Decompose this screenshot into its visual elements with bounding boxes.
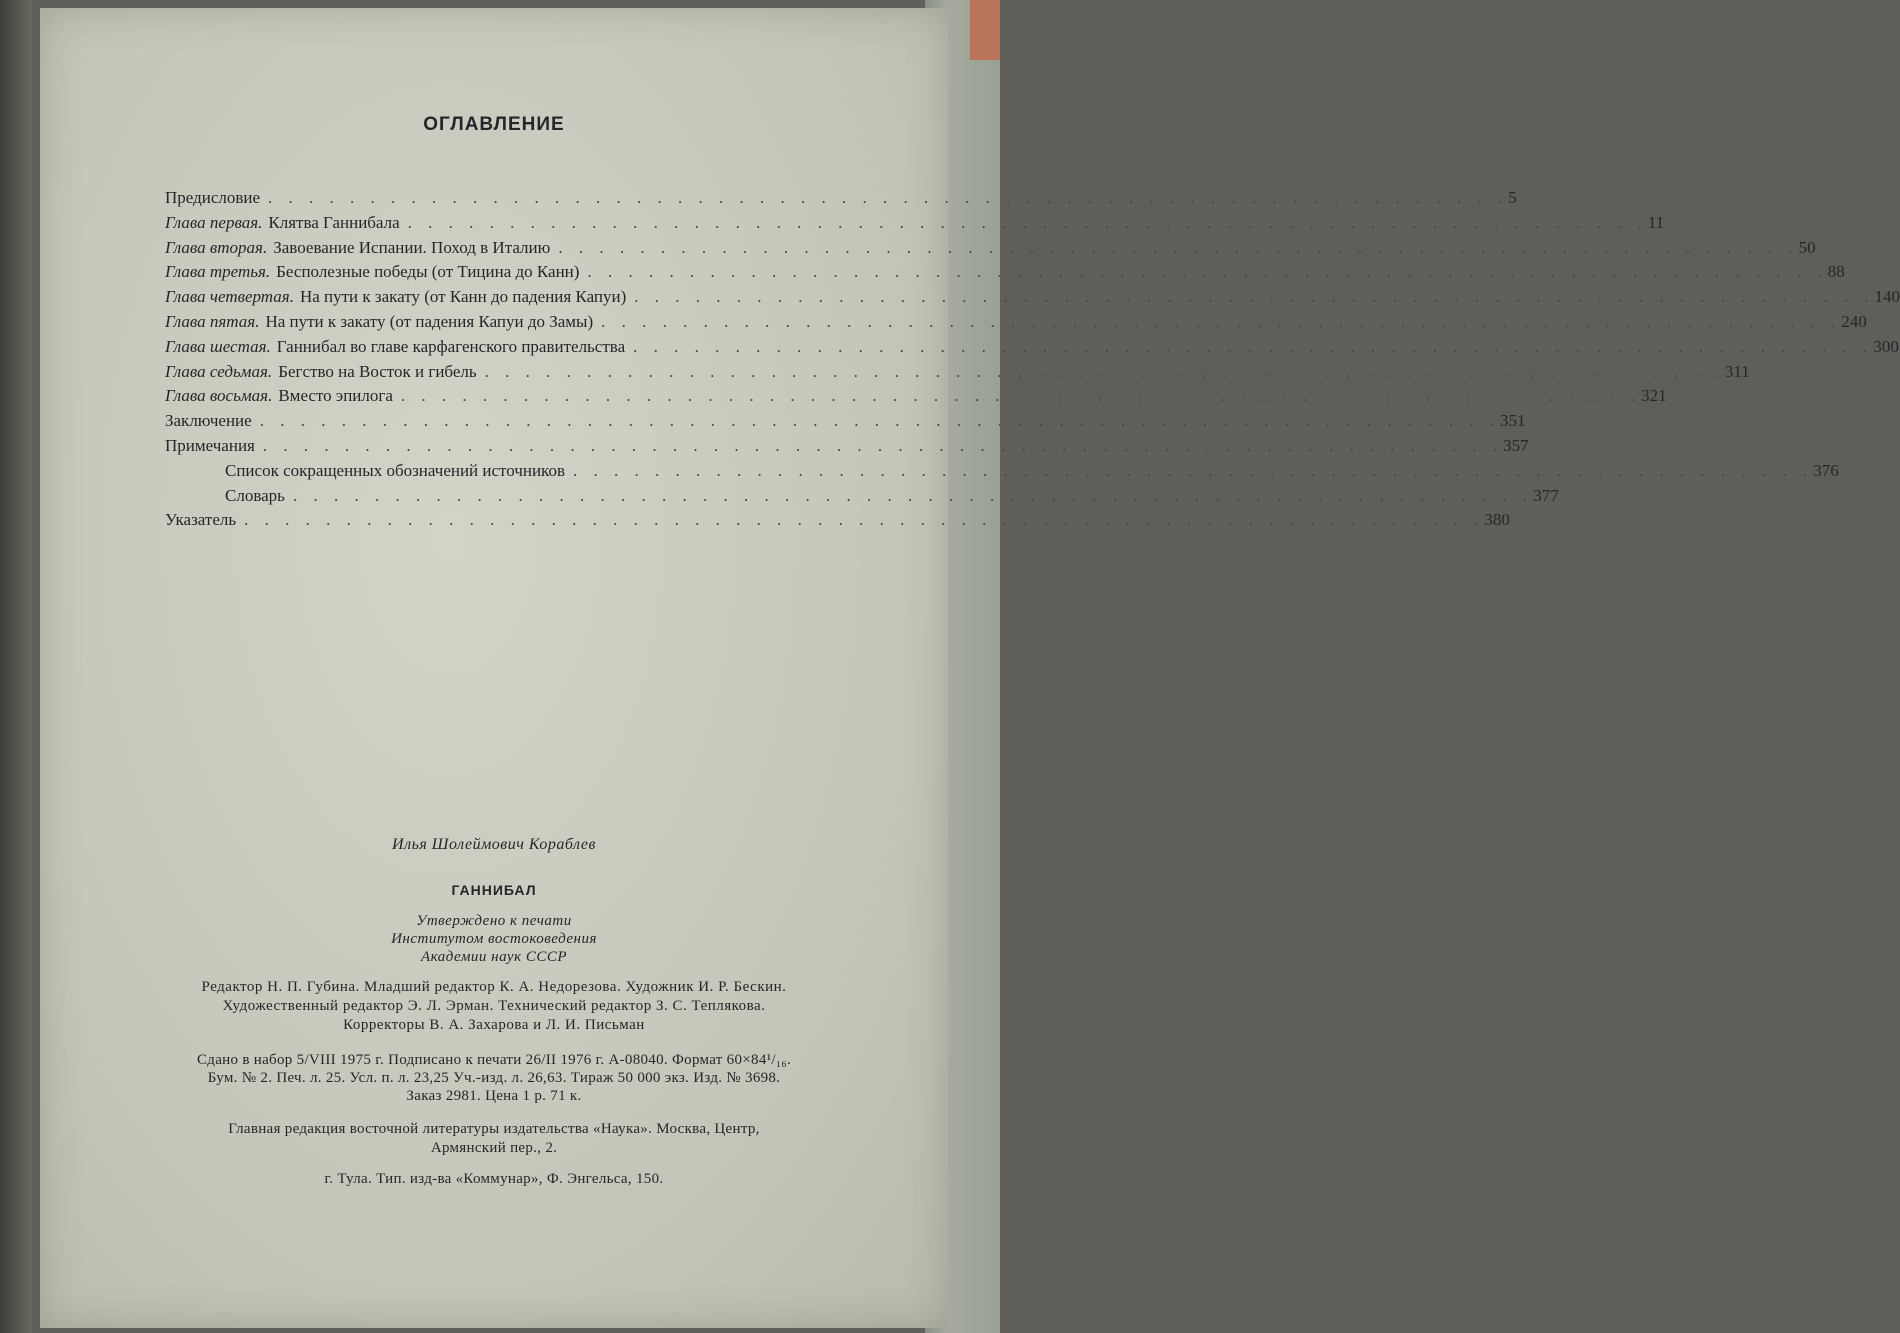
toc-page-number: 5 — [1508, 188, 1517, 207]
toc-page-number: 140 — [1874, 287, 1900, 307]
toc-leader: . . . . . . . . . . . . . . . . . . . . . . . . . . . . . . . . . . . . . . . . . . . . . . . . . . . . . . . . . . . . . — [407, 212, 1648, 232]
toc-title: ОГЛАВЛЕНИЕ — [423, 114, 565, 135]
approval-note — [40, 912, 948, 966]
toc-chapter-label: Глава вторая. — [165, 237, 268, 257]
toc-page-number: 11 — [1647, 212, 1665, 232]
toc-entry — [165, 188, 1517, 213]
toc-entry — [165, 361, 1750, 387]
author-name: Илья Шолеймович Кораблев — [392, 836, 596, 853]
print-details — [40, 1051, 948, 1105]
print-line: Бум. № 2. Печ. л. 25. Усл. п. л. 23,25 Уч.-изд. л. 26,63. Тираж 50 000 экз. Изд. № 3698. — [207, 1070, 781, 1086]
toc-page-number: 351 — [1499, 411, 1526, 431]
book-page — [40, 8, 1900, 1328]
print-line: Заказ 2981. Цена 1 р. 71 к. — [406, 1088, 582, 1104]
publisher-line: Армянский пер., 2. — [430, 1140, 558, 1156]
toc-entry — [165, 212, 1665, 238]
toc-leader: . . . . . . . . . . . . . . . . . . . . . . . . . . . . . . . . . . . . . . . . . . . . . . . . . . . . . . . . . . . . . — [572, 460, 1814, 480]
toc-entry — [165, 510, 1510, 535]
toc-leader: . . . . . . . . . . . . . . . . . . . . . . . . . . . . . . . . . . . . . . . . . . . . . . . . . . . . . . . . . . . . . — [259, 411, 1500, 431]
toc-entry-title: На пути к закату (от Канн до падения Капуи) — [299, 287, 627, 307]
staff-line: Редактор Н. П. Губина. Младший редактор К. А. Недорезова. Художник И. Р. Бескин. — [201, 979, 787, 995]
staff-line: Корректоры В. А. Захарова и Л. И. Письман — [343, 1017, 645, 1033]
publisher-info — [40, 1120, 948, 1158]
table-of-contents — [165, 188, 1900, 535]
toc-chapter-label: Глава четвертая. — [165, 287, 294, 307]
toc-leader: . . . . . . . . . . . . . . . . . . . . . . . . . . . . . . . . . . . . . . . . . . . . . . . . . . . . . . . . . . . . . — [558, 237, 1799, 257]
book-left-edge — [0, 0, 32, 1333]
toc-entry-title: Бесполезные победы (от Тицина до Канн) — [276, 262, 580, 282]
toc-entry — [165, 262, 1845, 287]
toc-page-number: 380 — [1484, 510, 1510, 530]
toc-chapter-label: Глава восьмая. — [165, 386, 273, 406]
toc-leader: . . . . . . . . . . . . . . . . . . . . . . . . . . . . . . . . . . . . . . . . . . . . . . . . . . . . . . . . . . . . . — [262, 435, 1504, 455]
toc-leader: . . . . . . . . . . . . . . . . . . . . . . . . . . . . . . . . . . . . . . . . . . . . . . . . . . . . . . . . . . . . . — [633, 336, 1874, 356]
toc-chapter-label: Глава шестая. — [165, 336, 271, 356]
approval-line: Утверждено к печати — [416, 913, 572, 929]
toc-leader: . . . . . . . . . . . . . . . . . . . . . . . . . . . . . . . . . . . . . . . . . . . . . . . . . . . . . . . . . . . . . — [634, 287, 1875, 307]
toc-page-number: 321 — [1641, 386, 1667, 406]
toc-entry-title: На пути к закату (от падения Капуи до Замы) — [265, 311, 594, 331]
publisher-line: Главная редакция восточной литературы издательства «Наука». Москва, Центр, — [228, 1121, 760, 1137]
toc-leader: . . . . . . . . . . . . . . . . . . . . . . . . . . . . . . . . . . . . . . . . . . . . . . . . . . . . . . . . . . . . . — [400, 386, 1642, 406]
toc-page-number: 376 — [1813, 460, 1839, 480]
toc-entry-title: Вместо эпилога — [278, 386, 393, 406]
print-line: Сдано в набор 5/VIII 1975 г. Подписано к печати 26/II 1976 г. А-08040. Формат 60×84¹/₁₆. — [196, 1052, 792, 1068]
toc-entry-title: Бегство на Восток и гибель — [278, 361, 477, 381]
toc-leader: . . . . . . . . . . . . . . . . . . . . . . . . . . . . . . . . . . . . . . . . . . . . . . . . . . . . . . . . . . . . . — [587, 262, 1828, 282]
toc-entry-title: Список сокращенных обозначений источников — [225, 460, 565, 480]
toc-page-number: 357 — [1503, 435, 1529, 455]
approval-line: Институтом востоковедения — [391, 931, 597, 947]
toc-page-number: 50 — [1798, 237, 1816, 257]
toc-leader: . . . . . . . . . . . . . . . . . . . . . . . . . . . . . . . . . . . . . . . . . . . . . . . . . . . . . . . . . . . . . — [601, 311, 1842, 331]
toc-entry — [165, 411, 1526, 436]
toc-entry-title: Заключение — [165, 411, 252, 431]
toc-entry-title: Завоевание Испании. Поход в Италию — [273, 237, 551, 257]
book-spine-corner — [970, 0, 1000, 60]
toc-entry-title: Предисловие — [165, 188, 261, 207]
toc-entry — [165, 386, 1667, 411]
toc-entry — [165, 485, 1559, 511]
approval-line: Академии наук СССР — [420, 949, 568, 965]
staff-line: Художественный редактор Э. Л. Эрман. Технический редактор З. С. Теплякова. — [222, 998, 766, 1014]
toc-entry — [165, 435, 1529, 461]
toc-leader: . . . . . . . . . . . . . . . . . . . . . . . . . . . . . . . . . . . . . . . . . . . . . . . . . . . . . . . . . . . . . — [244, 510, 1485, 530]
toc-leader: . . . . . . . . . . . . . . . . . . . . . . . . . . . . . . . . . . . . . . . . . . . . . . . . . . . . . . . . . . . . . — [268, 188, 1509, 207]
toc-entry-title: Ганнибал во главе карфагенского правительства — [276, 336, 626, 356]
printing-house: г. Тула. Тип. изд-ва «Коммунар», Ф. Энгельса, 150. — [324, 1171, 664, 1187]
toc-entry-title: Клятва Ганнибала — [268, 212, 400, 232]
toc-entry-title: Указатель — [165, 510, 237, 530]
toc-entry — [165, 287, 1900, 312]
toc-page-number: 300 — [1873, 336, 1899, 356]
toc-entry — [165, 336, 1899, 362]
toc-entry-title: Примечания — [165, 435, 255, 455]
toc-entry — [165, 460, 1839, 486]
toc-chapter-label: Глава третья. — [165, 262, 271, 282]
toc-page-number: 240 — [1841, 311, 1867, 331]
toc-leader: . . . . . . . . . . . . . . . . . . . . . . . . . . . . . . . . . . . . . . . . . . . . . . . . . . . . . . . . . . . . . — [292, 485, 1534, 505]
staff-credits — [40, 978, 948, 1035]
toc-leader: . . . . . . . . . . . . . . . . . . . . . . . . . . . . . . . . . . . . . . . . . . . . . . . . . . . . . . . . . . . . . — [484, 361, 1725, 381]
toc-chapter-label: Глава пятая. — [165, 311, 260, 331]
toc-chapter-label: Глава первая. — [165, 212, 263, 232]
toc-page-number: 311 — [1724, 361, 1750, 381]
toc-page-number: 88 — [1827, 262, 1845, 282]
toc-chapter-label: Глава седьмая. — [165, 361, 273, 381]
toc-page-number: 377 — [1533, 485, 1559, 505]
toc-entry — [165, 237, 1816, 263]
toc-entry — [165, 311, 1867, 337]
book-title: ГАННИБАЛ — [451, 882, 537, 898]
toc-entry-title: Словарь — [225, 485, 285, 505]
